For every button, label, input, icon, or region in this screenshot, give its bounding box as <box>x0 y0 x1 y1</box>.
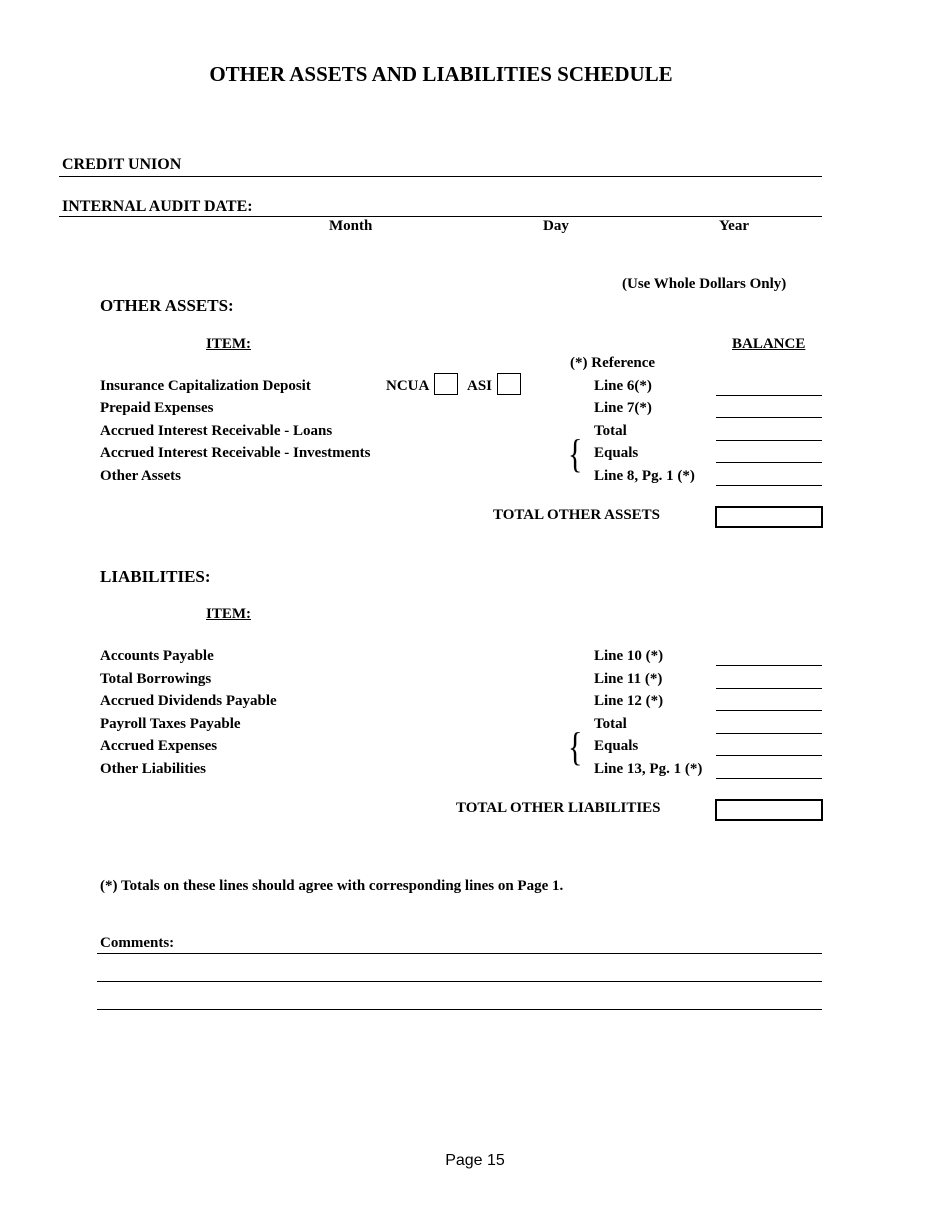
balance-header: BALANCE <box>732 336 806 352</box>
liability-balance-field-accrued-dividends-payable[interactable] <box>716 710 822 711</box>
asset-reference-line-8: Line 8, Pg. 1 (*) <box>594 468 695 484</box>
asset-item-accrued-interest-investments: Accrued Interest Receivable - Investments <box>100 445 371 461</box>
comments-line-2[interactable] <box>97 981 822 982</box>
liability-balance-field-payroll-taxes-payable[interactable] <box>716 733 822 734</box>
asi-label: ASI <box>467 378 493 394</box>
assets-section-title: OTHER ASSETS: <box>100 296 234 315</box>
liability-reference-line-11: Line 11 (*) <box>594 671 663 687</box>
liability-reference-line-12: Line 12 (*) <box>594 693 664 709</box>
asset-item-other-assets: Other Assets <box>100 468 181 484</box>
asset-balance-field-accrued-interest-investments[interactable] <box>716 462 822 463</box>
asset-balance-field-prepaid-expenses[interactable] <box>716 417 822 418</box>
liabilities-brace-icon: { <box>568 724 583 769</box>
comments-line-1[interactable] <box>97 953 822 954</box>
assets-item-header: ITEM: <box>206 336 251 352</box>
ncua-label: NCUA <box>386 378 430 394</box>
month-label: Month <box>329 218 373 234</box>
liability-reference-equals: Equals <box>594 738 639 754</box>
liability-reference-line-10: Line 10 (*) <box>594 648 664 664</box>
year-label: Year <box>719 218 749 234</box>
audit-date-label: INTERNAL AUDIT DATE: <box>62 198 253 215</box>
ncua-checkbox[interactable] <box>434 373 458 395</box>
liability-item-other-liabilities: Other Liabilities <box>100 761 206 777</box>
liability-balance-field-accounts-payable[interactable] <box>716 665 822 666</box>
footnote: (*) Totals on these lines should agree with corresponding lines on Page 1. <box>100 878 564 894</box>
liability-item-accrued-expenses: Accrued Expenses <box>100 738 218 754</box>
credit-union-label: CREDIT UNION <box>62 156 182 173</box>
asset-balance-field-insurance-capitalization-deposit[interactable] <box>716 395 822 396</box>
asset-balance-field-other-assets[interactable] <box>716 485 822 486</box>
asset-item-accrued-interest-loans: Accrued Interest Receivable - Loans <box>100 423 333 439</box>
comments-line-3[interactable] <box>97 1009 822 1010</box>
reference-header: (*) Reference <box>570 355 656 371</box>
asset-item-prepaid-expenses: Prepaid Expenses <box>100 400 214 416</box>
liability-item-payroll-taxes-payable: Payroll Taxes Payable <box>100 716 241 732</box>
asset-balance-field-accrued-interest-loans[interactable] <box>716 440 822 441</box>
total-other-assets-label: TOTAL OTHER ASSETS <box>493 507 661 523</box>
total-other-liabilities-label: TOTAL OTHER LIABILITIES <box>456 800 661 816</box>
asi-checkbox[interactable] <box>497 373 521 395</box>
comments-label: Comments: <box>100 935 175 951</box>
liability-item-accounts-payable: Accounts Payable <box>100 648 214 664</box>
asset-reference-equals: Equals <box>594 445 639 461</box>
liability-item-total-borrowings: Total Borrowings <box>100 671 212 687</box>
day-label: Day <box>543 218 569 234</box>
page-title: OTHER ASSETS AND LIABILITIES SCHEDULE <box>209 62 673 86</box>
total-other-liabilities-box[interactable] <box>715 799 823 821</box>
liability-reference-line-13: Line 13, Pg. 1 (*) <box>594 761 703 777</box>
liabilities-section-title: LIABILITIES: <box>100 567 211 586</box>
asset-item-insurance-capitalization-deposit: Insurance Capitalization Deposit <box>100 378 311 394</box>
whole-dollars-note: (Use Whole Dollars Only) <box>622 276 787 292</box>
asset-reference-line-6: Line 6(*) <box>594 378 652 394</box>
credit-union-field[interactable] <box>59 176 822 177</box>
liability-reference-total: Total <box>594 716 627 732</box>
asset-reference-line-7: Line 7(*) <box>594 400 652 416</box>
liability-balance-field-total-borrowings[interactable] <box>716 688 822 689</box>
asset-reference-total: Total <box>594 423 627 439</box>
liabilities-item-header: ITEM: <box>206 606 251 622</box>
assets-brace-icon: { <box>568 431 583 476</box>
liability-balance-field-other-liabilities[interactable] <box>716 778 822 779</box>
audit-date-field[interactable] <box>59 216 822 217</box>
liability-balance-field-accrued-expenses[interactable] <box>716 755 822 756</box>
total-other-assets-box[interactable] <box>715 506 823 528</box>
liability-item-accrued-dividends-payable: Accrued Dividends Payable <box>100 693 277 709</box>
page-number: Page 15 <box>445 1152 505 1169</box>
